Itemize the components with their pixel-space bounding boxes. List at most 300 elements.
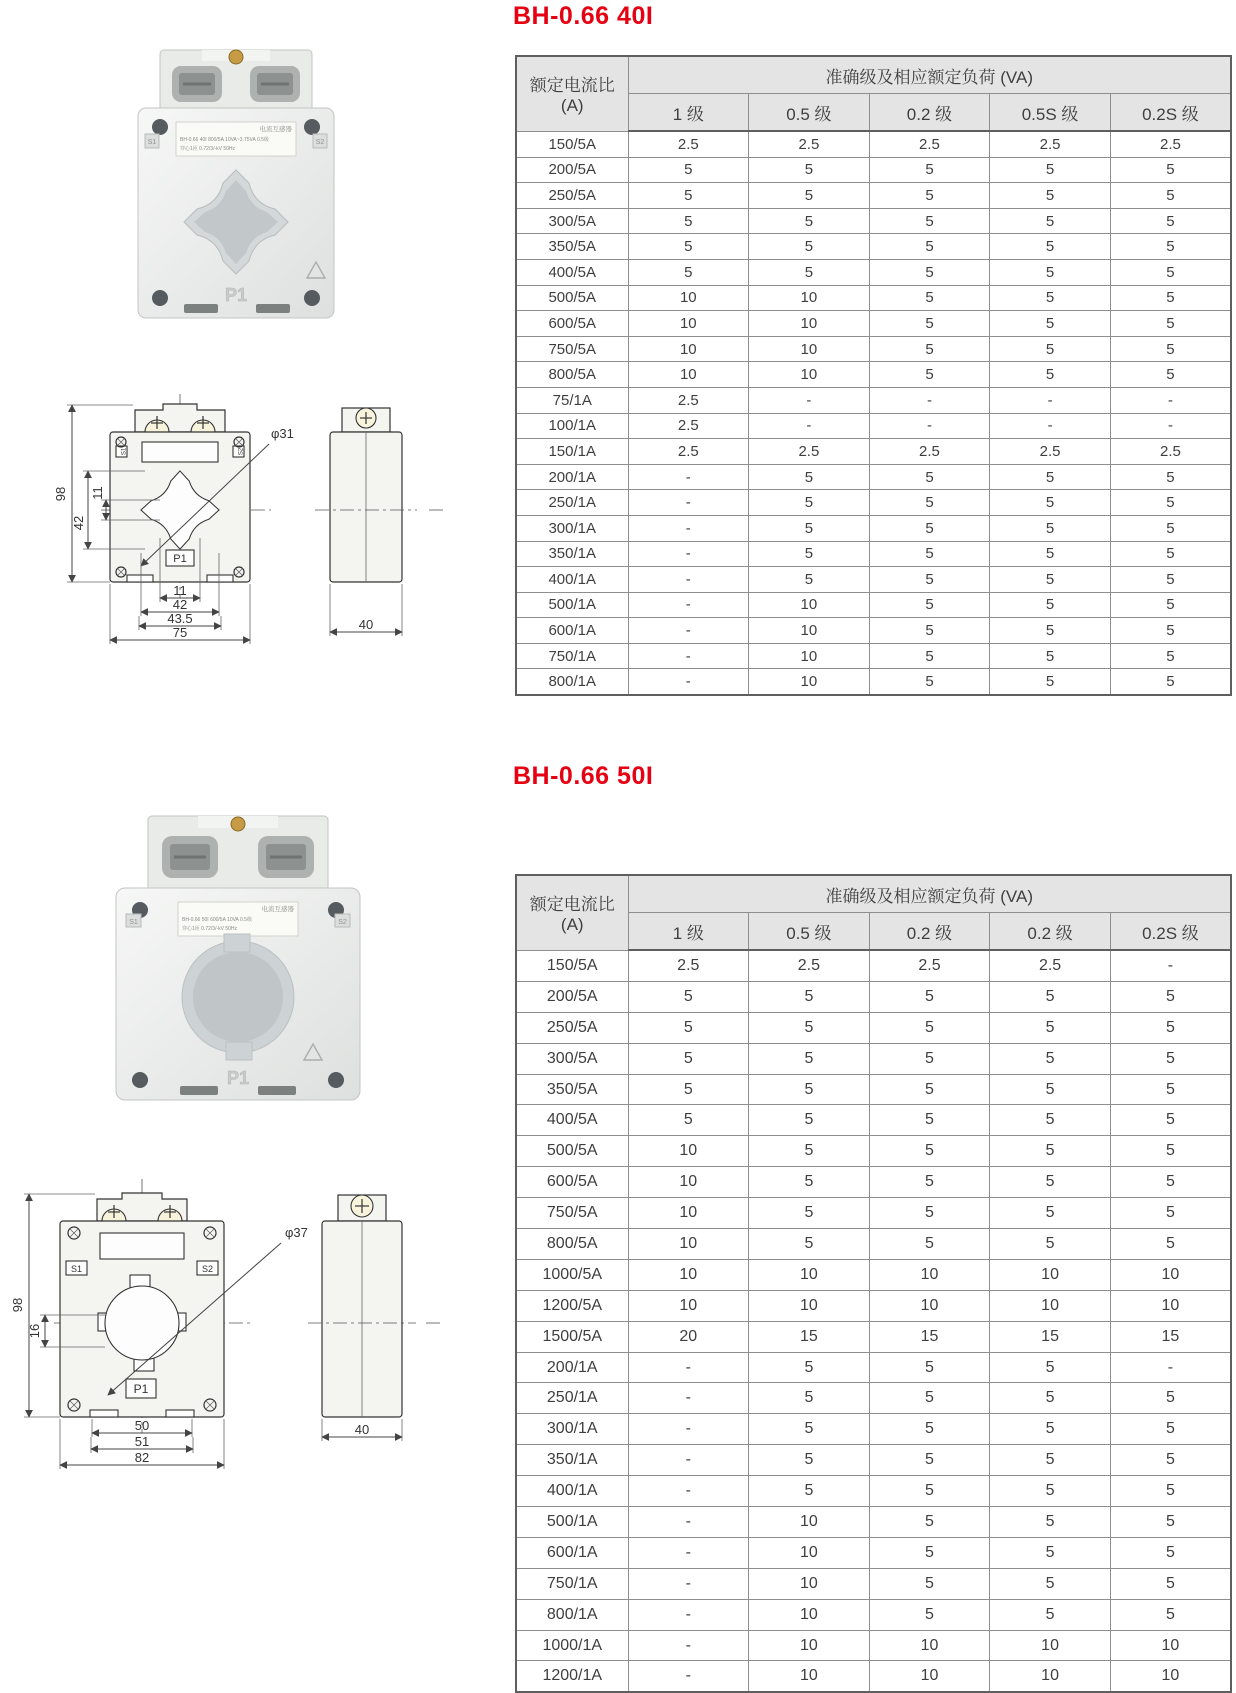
value-cell: -	[1110, 387, 1231, 413]
value-cell: -	[628, 618, 749, 644]
value-cell: 5	[990, 1074, 1111, 1105]
value-cell: 5	[990, 1198, 1111, 1229]
ratio-cell: 400/1A	[516, 1476, 628, 1507]
table-row	[516, 1259, 1231, 1290]
table-row	[516, 1383, 1231, 1414]
table-row	[516, 1537, 1231, 1568]
ratio-cell: 400/5A	[516, 1105, 628, 1136]
s1-mark	[126, 914, 141, 927]
value-cell: -	[869, 387, 990, 413]
foot-slot	[180, 1086, 218, 1095]
ratio-cell: 400/5A	[516, 259, 628, 285]
value-cell: 5	[749, 208, 870, 234]
value-cell: 5	[1110, 1136, 1231, 1167]
value-cell: 5	[869, 1105, 990, 1136]
value-cell: 5	[869, 1507, 990, 1538]
value-cell: 5	[990, 336, 1111, 362]
value-cell: 5	[628, 259, 749, 285]
value-cell: 5	[1110, 1476, 1231, 1507]
value-cell: 5	[628, 1074, 749, 1105]
dim-window-h-label: 42	[172, 597, 188, 612]
value-cell: -	[749, 387, 870, 413]
value-cell: -	[749, 413, 870, 439]
value-cell: 10	[749, 1290, 870, 1321]
foot-slot-outline	[166, 1410, 194, 1417]
value-cell: 10	[628, 1229, 749, 1260]
value-cell: 5	[628, 981, 749, 1012]
table-row	[516, 1229, 1231, 1260]
value-cell: 5	[1110, 541, 1231, 567]
ratio-cell: 500/1A	[516, 592, 628, 618]
value-cell: 2.5	[869, 131, 990, 157]
ratio-cell: 350/1A	[516, 541, 628, 567]
value-cell: 5	[1110, 1507, 1231, 1538]
value-cell: 5	[869, 618, 990, 644]
ratio-cell: 300/1A	[516, 515, 628, 541]
label-brand-text: 电流互感器	[261, 906, 294, 913]
value-cell: 2.5	[1110, 439, 1231, 465]
value-cell: 10	[749, 618, 870, 644]
dim-diameter-label: φ31	[271, 426, 294, 441]
value-cell: 2.5	[990, 131, 1111, 157]
value-cell: 5	[990, 1229, 1111, 1260]
section2-title: BH-0.66 50I	[513, 762, 654, 790]
ratio-cell: 150/1A	[516, 439, 628, 465]
value-cell: 5	[1110, 567, 1231, 593]
class-header: 0.2 级	[869, 913, 990, 951]
value-cell: 10	[869, 1630, 990, 1661]
table-row	[516, 311, 1231, 337]
value-cell: 5	[869, 208, 990, 234]
value-cell: 5	[749, 259, 870, 285]
value-cell: 5	[869, 1599, 990, 1630]
ratio-cell: 1500/5A	[516, 1321, 628, 1352]
value-cell: 5	[1110, 1537, 1231, 1568]
s2-mark	[313, 134, 327, 148]
value-cell: 10	[628, 1290, 749, 1321]
label-plate-outline	[142, 442, 218, 462]
corner-hole	[328, 1072, 344, 1088]
value-cell: 10	[749, 1599, 870, 1630]
value-cell: 15	[1110, 1321, 1231, 1352]
table-row	[516, 1445, 1231, 1476]
value-cell: -	[628, 490, 749, 516]
p1-label: P1	[133, 1382, 149, 1396]
value-cell: 2.5	[990, 439, 1111, 465]
value-cell: 5	[1110, 1414, 1231, 1445]
table-row	[516, 1507, 1231, 1538]
table-row	[516, 259, 1231, 285]
corner-hole	[152, 290, 168, 306]
value-cell: 5	[869, 567, 990, 593]
value-cell: 5	[1110, 1043, 1231, 1074]
dim-height-label: 98	[53, 486, 68, 502]
table-row	[516, 336, 1231, 362]
ratio-cell: 800/1A	[516, 669, 628, 695]
value-cell: 5	[869, 464, 990, 490]
ratio-cell: 500/1A	[516, 1507, 628, 1538]
corner-hole	[152, 119, 168, 135]
table-row	[516, 234, 1231, 260]
ratio-cell: 250/1A	[516, 1383, 628, 1414]
table-row	[516, 464, 1231, 490]
value-cell: 10	[990, 1661, 1111, 1692]
ratio-cell: 600/5A	[516, 1167, 628, 1198]
value-cell: 5	[628, 183, 749, 209]
value-cell: 5	[869, 234, 990, 260]
value-cell: 5	[869, 336, 990, 362]
ratio-cell: 800/5A	[516, 1229, 628, 1260]
value-cell: 5	[869, 1476, 990, 1507]
value-cell: 2.5	[628, 413, 749, 439]
value-cell: 5	[990, 1599, 1111, 1630]
dim-diameter-label: φ37	[285, 1225, 308, 1240]
table-row	[516, 567, 1231, 593]
value-cell: 10	[749, 1259, 870, 1290]
class-header: 1 级	[628, 94, 749, 132]
label-spec-text2: 穿心1匝 0.72/3/-kV 50Hz	[180, 146, 236, 152]
value-cell: 15	[749, 1321, 870, 1352]
brass-screw-icon	[231, 817, 245, 831]
value-cell: 5	[749, 183, 870, 209]
value-cell: 15	[990, 1321, 1111, 1352]
value-cell: 5	[869, 1229, 990, 1260]
value-cell: 5	[628, 1043, 749, 1074]
value-cell: 5	[990, 669, 1111, 695]
table-row	[516, 1136, 1231, 1167]
table-row	[516, 618, 1231, 644]
value-cell: -	[990, 387, 1111, 413]
value-cell: 10	[628, 362, 749, 388]
value-cell: 5	[990, 1136, 1111, 1167]
svg-text:S2: S2	[338, 919, 347, 926]
value-cell: 5	[869, 1414, 990, 1445]
value-cell: 5	[1110, 336, 1231, 362]
s2-mark	[197, 1261, 218, 1275]
table-row	[516, 1167, 1231, 1198]
table-row	[516, 387, 1231, 413]
value-cell: 5	[1110, 490, 1231, 516]
value-cell: -	[628, 541, 749, 567]
class-header: 0.2S 级	[1110, 94, 1231, 132]
value-cell: 5	[869, 1537, 990, 1568]
value-cell: -	[628, 1414, 749, 1445]
value-cell: 5	[990, 285, 1111, 311]
value-cell: 5	[749, 1136, 870, 1167]
value-cell: 5	[869, 1445, 990, 1476]
value-cell: 5	[869, 490, 990, 516]
dim-w1-label: 50	[134, 1418, 150, 1433]
foot-slot	[256, 304, 290, 313]
value-cell: 10	[749, 1568, 870, 1599]
ratio-cell: 300/5A	[516, 208, 628, 234]
value-cell: 5	[990, 1507, 1111, 1538]
value-cell: 10	[628, 1136, 749, 1167]
value-cell: 10	[628, 311, 749, 337]
label-spec-text: BH-0.66 50I 600/5A 10VA 0.5级	[182, 917, 252, 923]
ratio-cell: 250/5A	[516, 183, 628, 209]
spec-table-50i	[515, 874, 1232, 1693]
value-cell: -	[1110, 1352, 1231, 1383]
value-cell: 10	[749, 336, 870, 362]
value-cell: 5	[1110, 208, 1231, 234]
value-cell: 5	[990, 1012, 1111, 1043]
p1-embossed-mark: P1	[224, 285, 248, 305]
table-row	[516, 1290, 1231, 1321]
ratio-cell: 1200/1A	[516, 1661, 628, 1692]
value-cell: 5	[1110, 1012, 1231, 1043]
value-cell: 5	[749, 1043, 870, 1074]
value-cell: 5	[749, 1352, 870, 1383]
value-cell: 5	[749, 1074, 870, 1105]
value-cell: 5	[869, 981, 990, 1012]
value-cell: -	[628, 1476, 749, 1507]
value-cell: -	[628, 1383, 749, 1414]
value-cell: 5	[990, 1476, 1111, 1507]
ratio-cell: 250/1A	[516, 490, 628, 516]
table-row	[516, 541, 1231, 567]
value-cell: 5	[1110, 1568, 1231, 1599]
value-cell: 5	[990, 541, 1111, 567]
value-cell: 2.5	[990, 950, 1111, 981]
table-row	[516, 439, 1231, 465]
ratio-column-header: 额定电流比 (A)	[516, 875, 628, 950]
front-view	[110, 404, 250, 582]
table-row	[516, 362, 1231, 388]
value-cell: 5	[869, 259, 990, 285]
dim-inner-h-label: 11	[173, 583, 187, 598]
terminal-block	[148, 816, 328, 892]
class-header: 0.2 级	[990, 913, 1111, 951]
ratio-cell: 100/1A	[516, 413, 628, 439]
dim-width-label: 82	[134, 1450, 150, 1465]
value-cell: 10	[990, 1290, 1111, 1321]
terminal-block	[160, 50, 312, 112]
value-cell: 5	[1110, 592, 1231, 618]
value-cell: 5	[869, 643, 990, 669]
value-cell: 5	[628, 157, 749, 183]
value-cell: 5	[869, 669, 990, 695]
table-row	[516, 131, 1231, 157]
dim-w2-label: 51	[134, 1434, 150, 1449]
dim-depth-label: 40	[358, 617, 374, 632]
ratio-cell: 1000/1A	[516, 1630, 628, 1661]
value-cell: 5	[628, 208, 749, 234]
value-cell: 5	[869, 1352, 990, 1383]
corner-hole	[304, 119, 320, 135]
dim-step-v-label: 16	[27, 1323, 42, 1339]
value-cell: -	[628, 643, 749, 669]
value-cell: 5	[990, 1105, 1111, 1136]
table-row	[516, 1198, 1231, 1229]
value-cell: 5	[1110, 234, 1231, 260]
ratio-cell: 600/1A	[516, 618, 628, 644]
value-cell: 2.5	[628, 950, 749, 981]
value-cell: 5	[1110, 311, 1231, 337]
value-cell: 5	[1110, 285, 1231, 311]
table-row	[516, 981, 1231, 1012]
group-header: 准确级及相应额定负荷 (VA)	[628, 875, 1231, 913]
value-cell: 5	[990, 362, 1111, 388]
s1-mark	[66, 1261, 87, 1275]
value-cell: 2.5	[749, 131, 870, 157]
value-cell: 5	[869, 183, 990, 209]
value-cell: 2.5	[749, 439, 870, 465]
ratio-cell: 350/5A	[516, 1074, 628, 1105]
value-cell: 5	[1110, 669, 1231, 695]
value-cell: 5	[990, 183, 1111, 209]
foot-slot-outline	[207, 575, 233, 582]
table-row	[516, 490, 1231, 516]
value-cell: 5	[990, 234, 1111, 260]
dim-height-label: 98	[10, 1297, 25, 1313]
table-row	[516, 1012, 1231, 1043]
value-cell: -	[869, 413, 990, 439]
value-cell: 2.5	[749, 950, 870, 981]
value-cell: 10	[1110, 1661, 1231, 1692]
table-row	[516, 1321, 1231, 1352]
class-header: 0.5S 级	[990, 94, 1111, 132]
value-cell: 5	[1110, 464, 1231, 490]
value-cell: 5	[1110, 259, 1231, 285]
value-cell: 5	[628, 1012, 749, 1043]
front-view	[60, 1193, 224, 1417]
value-cell: 5	[990, 1445, 1111, 1476]
ratio-cell: 150/5A	[516, 131, 628, 157]
ratio-cell: 750/5A	[516, 1198, 628, 1229]
ratio-cell: 250/5A	[516, 1012, 628, 1043]
table-row	[516, 157, 1231, 183]
value-cell: 10	[628, 285, 749, 311]
label-spec-text: BH-0.66 40I 800/5A 10VA~3.75VA 0.5级	[180, 137, 269, 143]
dim-window-v-label: 42	[71, 515, 86, 531]
value-cell: -	[628, 1507, 749, 1538]
ratio-cell: 300/1A	[516, 1414, 628, 1445]
value-cell: 10	[1110, 1290, 1231, 1321]
ratio-cell: 400/1A	[516, 567, 628, 593]
value-cell: 5	[990, 259, 1111, 285]
value-cell: 5	[869, 515, 990, 541]
s2-mark	[233, 446, 245, 457]
value-cell: 5	[628, 1105, 749, 1136]
value-cell: 5	[749, 1229, 870, 1260]
value-cell: 5	[1110, 981, 1231, 1012]
value-cell: 5	[990, 311, 1111, 337]
table-row	[516, 1414, 1231, 1445]
value-cell: 5	[749, 1383, 870, 1414]
value-cell: -	[628, 1352, 749, 1383]
table-row	[516, 208, 1231, 234]
value-cell: 5	[1110, 1383, 1231, 1414]
value-cell: 5	[749, 981, 870, 1012]
value-cell: 10	[990, 1259, 1111, 1290]
brass-screw-icon	[229, 50, 243, 64]
foot-slot-outline	[90, 1410, 118, 1417]
ratio-cell: 800/1A	[516, 1599, 628, 1630]
value-cell: 5	[990, 1352, 1111, 1383]
value-cell: 5	[749, 490, 870, 516]
value-cell: 5	[869, 1167, 990, 1198]
value-cell: 5	[869, 1383, 990, 1414]
value-cell: 5	[1110, 1445, 1231, 1476]
ratio-cell: 200/1A	[516, 1352, 628, 1383]
value-cell: -	[628, 669, 749, 695]
ratio-cell: 150/5A	[516, 950, 628, 981]
ratio-cell: 350/1A	[516, 1445, 628, 1476]
value-cell: 2.5	[869, 950, 990, 981]
svg-text:S2: S2	[201, 1264, 214, 1274]
value-cell: 5	[869, 285, 990, 311]
value-cell: 10	[869, 1661, 990, 1692]
value-cell: 5	[869, 541, 990, 567]
value-cell: 5	[990, 515, 1111, 541]
foot-slot	[258, 1086, 296, 1095]
value-cell: 10	[749, 643, 870, 669]
side-view	[315, 408, 447, 636]
value-cell: 5	[749, 464, 870, 490]
value-cell: 2.5	[869, 439, 990, 465]
value-cell: 5	[990, 1414, 1111, 1445]
dim-width-label: 75	[172, 625, 188, 640]
value-cell: 2.5	[628, 131, 749, 157]
value-cell: 5	[990, 981, 1111, 1012]
value-cell: 5	[1110, 618, 1231, 644]
value-cell: 5	[749, 1167, 870, 1198]
value-cell: -	[628, 1568, 749, 1599]
value-cell: 5	[1110, 1198, 1231, 1229]
value-cell: 5	[749, 157, 870, 183]
s2-mark	[335, 914, 350, 927]
value-cell: 10	[749, 1630, 870, 1661]
ratio-column-header: 额定电流比 (A)	[516, 56, 628, 131]
value-cell: 5	[1110, 515, 1231, 541]
table-row	[516, 285, 1231, 311]
value-cell: 5	[1110, 1167, 1231, 1198]
value-cell: 5	[749, 567, 870, 593]
value-cell: 2.5	[628, 439, 749, 465]
value-cell: 5	[749, 541, 870, 567]
value-cell: 10	[628, 1198, 749, 1229]
value-cell: 5	[990, 643, 1111, 669]
value-cell: 10	[749, 669, 870, 695]
value-cell: -	[1110, 950, 1231, 981]
value-cell: 5	[749, 1105, 870, 1136]
class-header: 0.5 级	[749, 913, 870, 951]
svg-text:S2: S2	[315, 139, 325, 146]
ratio-cell: 200/5A	[516, 981, 628, 1012]
side-view	[308, 1195, 442, 1441]
table-row	[516, 1599, 1231, 1630]
value-cell: 20	[628, 1321, 749, 1352]
value-cell: -	[628, 1599, 749, 1630]
class-header: 1 级	[628, 913, 749, 951]
value-cell: -	[628, 1630, 749, 1661]
corner-hole	[132, 1072, 148, 1088]
section1-title: BH-0.66 40I	[513, 2, 654, 30]
value-cell: 5	[990, 208, 1111, 234]
class-header: 0.2S 级	[1110, 913, 1231, 951]
value-cell: 10	[869, 1259, 990, 1290]
value-cell: 5	[1110, 1105, 1231, 1136]
ratio-cell: 800/5A	[516, 362, 628, 388]
value-cell: 5	[1110, 1229, 1231, 1260]
value-cell: 5	[869, 1012, 990, 1043]
value-cell: 2.5	[1110, 131, 1231, 157]
dim-inner-v-label: 11	[90, 486, 105, 500]
value-cell: 10	[749, 285, 870, 311]
label-spec-text2: 穿心1匝 0.72/3/-kV 50Hz	[182, 926, 238, 932]
value-cell: 5	[1110, 157, 1231, 183]
